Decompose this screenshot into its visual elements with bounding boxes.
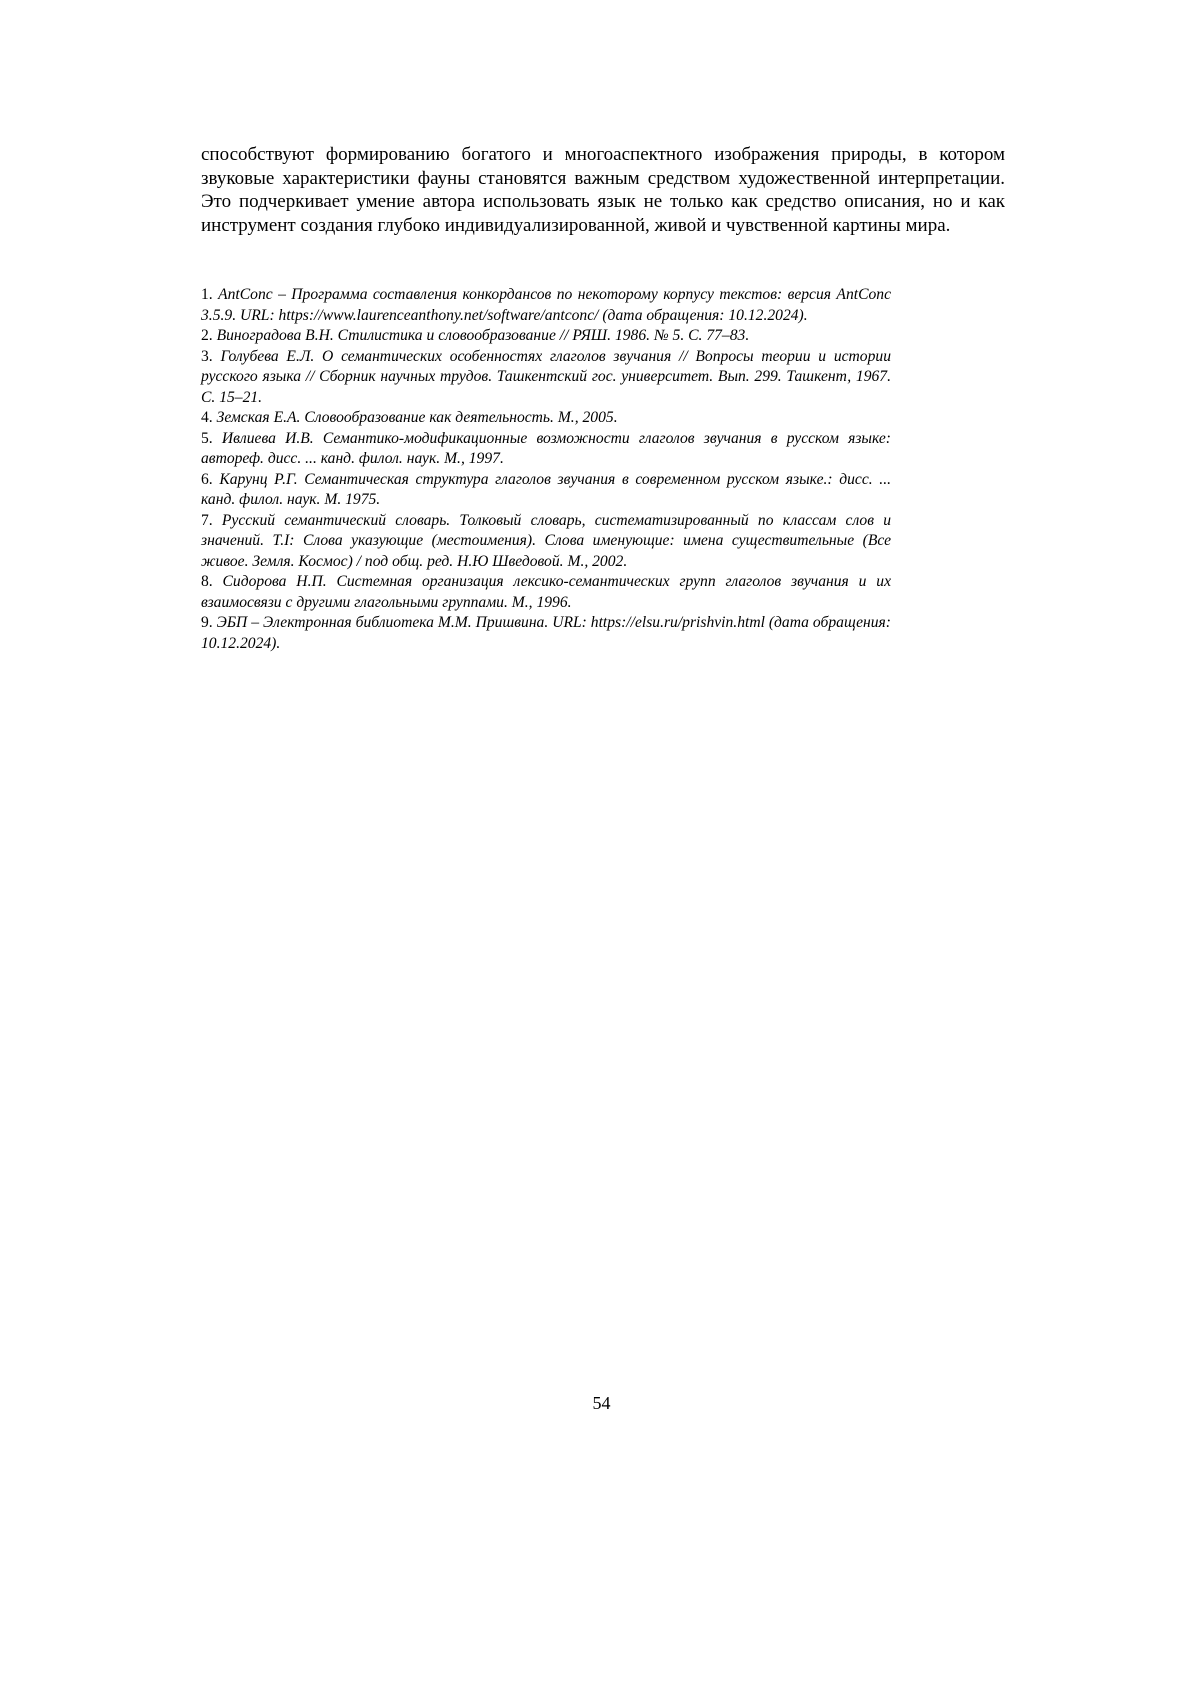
reference-text: Ивлиева И.В. Семантико-модификационные возможности глаголов звучания в русском языке: автореф. дисс. ... канд. филол. наук. М., 1997. — [201, 429, 891, 467]
reference-number: 9. — [201, 614, 217, 631]
body-paragraph: способствуют формированию богатого и многоаспектного изображения природы, в котором звуковые характеристики фауны становятся важным средством художественной интерпретации. Это подчеркивает умение автора использовать язык не только как средство описания, но и как инструмент создания глубоко индивидуализированной, живой и чувственной картины мира. — [201, 144, 1005, 236]
reference-text: Голубева Е.Л. О семантических особенностях глаголов звучания // Вопросы теории и истории русского языка // Сборник научных трудов. Ташкентский гос. университет. Вып. 299. Ташкент, 1967. С. 15–21. — [201, 347, 891, 406]
reference-item — [201, 408, 891, 429]
reference-item — [201, 470, 891, 511]
reference-number: 2. — [201, 327, 217, 344]
reference-text: AntConc – Программа составления конкордансов по некоторому корпусу текстов: версия AntConc 3.5.9. URL: https://www.laurenceanthony.net/software/antconc/ (дата обращения: 10.12.2024). — [201, 286, 891, 324]
reference-number: 4. — [201, 409, 217, 426]
references-list — [201, 285, 891, 654]
reference-item — [201, 511, 891, 573]
reference-number: 8. — [201, 573, 223, 590]
reference-text: Карунц Р.Г. Семантическая структура глаголов звучания в современном русском языке.: дисс. ... канд. филол. наук. М. 1975. — [201, 470, 891, 508]
reference-item — [201, 429, 891, 470]
reference-item — [201, 347, 891, 409]
reference-number: 6. — [201, 470, 220, 488]
reference-item — [201, 613, 891, 654]
reference-text: Русский семантический словарь. Толковый словарь, систематизированный по классам слов и значений. Т.I: Слова указующие (местоимения). Слова именующие: имена существительные (Все живое. Земля. Космос) / под общ. ред. Н.Ю Шведовой. М., 2002. — [201, 511, 892, 570]
reference-item — [201, 572, 891, 613]
reference-number: 1. — [201, 286, 219, 303]
reference-text: ЭБП – Электронная библиотека М.М. Пришвина. URL: https://elsu.ru/prishvin.html (дата обращения: 10.12.2024). — [201, 614, 892, 652]
reference-number: 3. — [201, 347, 221, 365]
page-number: 54 — [592, 1393, 611, 1413]
reference-number: 5. — [201, 429, 222, 447]
reference-text: Земская Е.А. Словообразование как деятельность. М., 2005. — [216, 409, 618, 426]
reference-item — [201, 285, 891, 326]
reference-text: Сидорова Н.П. Системная организация лексико-семантических групп глаголов звучания и их взаимосвязи с другими глагольными группами. М., 1996. — [201, 573, 891, 611]
reference-number: 7. — [201, 511, 222, 529]
reference-text: Виноградова В.Н. Стилистика и словообразование // РЯШ. 1986. № 5. С. 77–83. — [216, 327, 750, 344]
reference-item — [201, 326, 891, 347]
